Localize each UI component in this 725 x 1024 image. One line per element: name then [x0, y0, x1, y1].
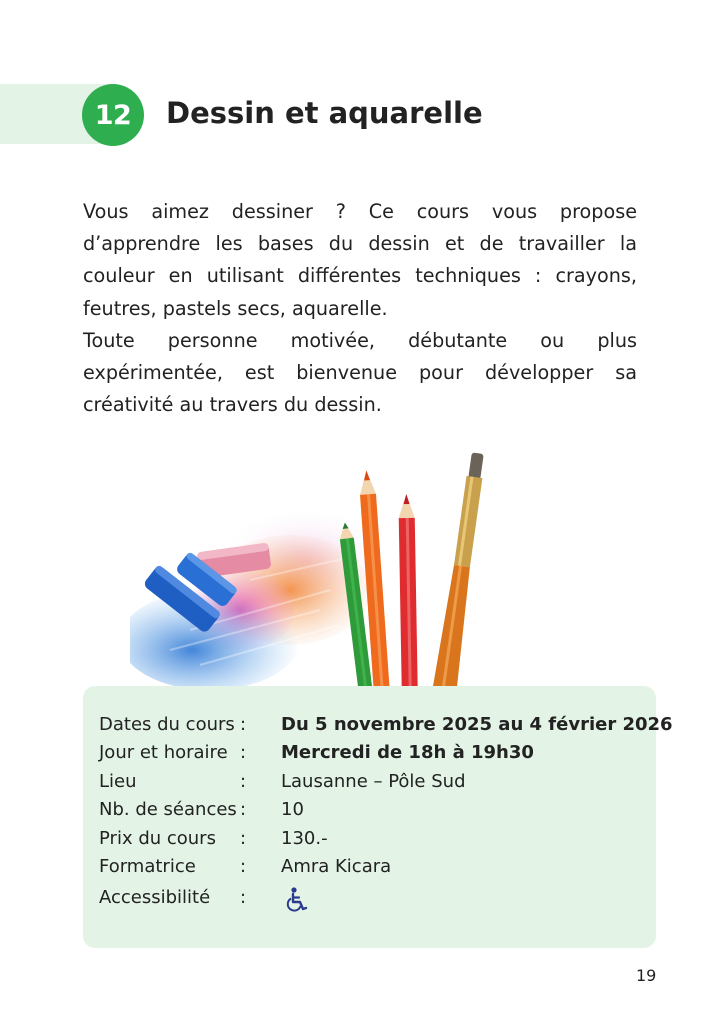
- red-pencil: [398, 494, 417, 690]
- info-value: 130.-: [281, 827, 328, 849]
- description-paragraph-1: Vous aimez dessiner ? Ce cours vous propose d’apprendre les bases du dessin et de travailler la couleur en utilisant différentes techniques : crayons, feutres, pastels secs, aquarelle.: [83, 200, 637, 320]
- info-value: [281, 881, 673, 913]
- info-separator: :: [240, 886, 247, 908]
- info-separator: :: [240, 713, 247, 735]
- course-description: [83, 196, 637, 421]
- info-label: Nb. de séances: [99, 799, 237, 821]
- wheelchair-icon: [286, 887, 310, 913]
- info-value: Lausanne – Pôle Sud: [281, 770, 466, 792]
- info-value: Du 5 novembre 2025 au 4 février 2026: [281, 713, 673, 735]
- info-value: Amra Kicara: [281, 856, 392, 878]
- paintbrush: [433, 452, 490, 690]
- info-label: Jour et horaire: [99, 742, 228, 764]
- course-number-badge: 12: [82, 84, 144, 146]
- info-separator: :: [240, 742, 247, 764]
- description-paragraph-2: Toute personne motivée, débutante ou plus expérimentée, est bienvenue pour développer sa créativité au travers du dessin.: [83, 328, 637, 417]
- info-row-location: [99, 767, 673, 796]
- info-label: Lieu: [99, 770, 137, 792]
- info-row-trainer: [99, 853, 673, 882]
- info-row-price: [99, 824, 673, 853]
- info-separator: :: [240, 770, 247, 792]
- info-separator: :: [240, 827, 247, 849]
- info-label: Accessibilité: [99, 886, 211, 908]
- info-value: Mercredi de 18h à 19h30: [281, 742, 534, 764]
- course-info-table: [99, 710, 673, 913]
- info-row-sessions: [99, 796, 673, 825]
- info-row-dates: [99, 710, 673, 739]
- course-title: Dessin et aquarelle: [166, 96, 483, 130]
- info-separator: :: [240, 799, 247, 821]
- info-label: Dates du cours: [99, 713, 235, 735]
- info-separator: :: [240, 856, 247, 878]
- info-label: Formatrice: [99, 856, 196, 878]
- art-supplies-illustration: [130, 440, 500, 690]
- info-row-schedule: [99, 739, 673, 768]
- page-number: 19: [636, 966, 657, 985]
- info-value: 10: [281, 799, 304, 821]
- info-label: Prix du cours: [99, 827, 216, 849]
- info-row-accessibility: [99, 881, 673, 913]
